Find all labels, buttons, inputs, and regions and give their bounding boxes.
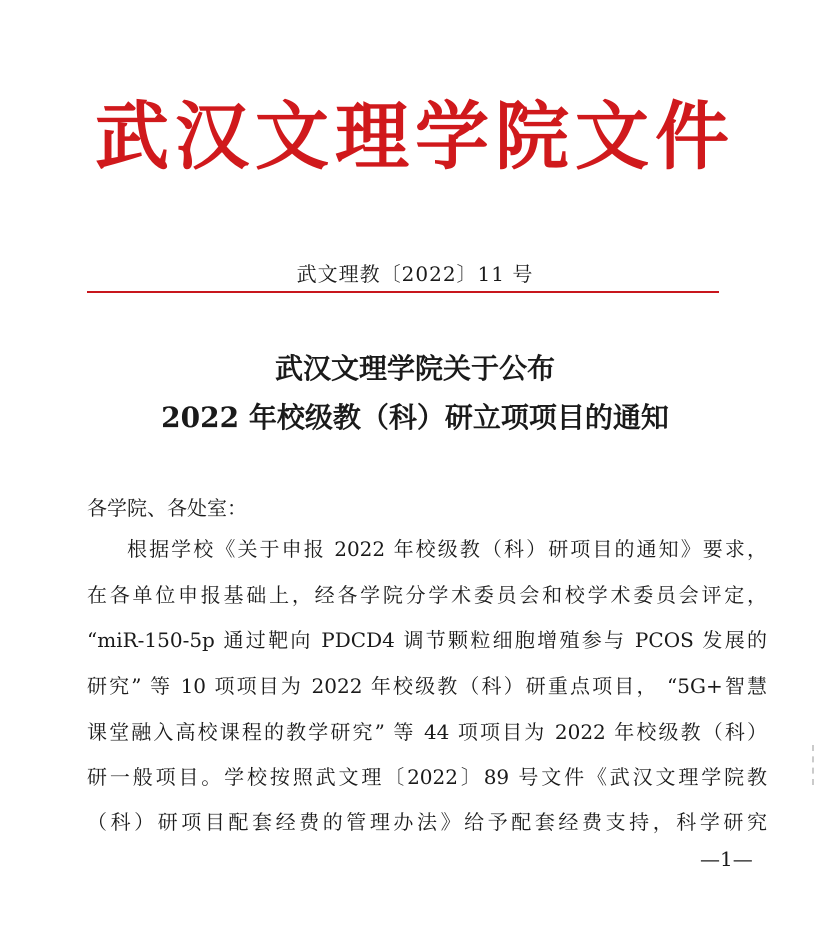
body-line: （科）研项目配套经费的管理办法》给予配套经费支持，科学研究 [87,810,767,834]
notice-title-line-1: 武汉文理学院关于公布 [274,352,555,385]
scan-edge-mark [812,745,820,785]
document-number: 武文理教〔2022〕11 号 [296,262,534,286]
body-line: 在各单位申报基础上，经各学院分学术委员会和校学术委员会评定， [87,583,767,607]
salutation: 各学院、各处室： [87,496,247,520]
page-number: —1— [700,847,753,871]
red-divider-line [87,291,719,293]
body-line: 根据学校《关于申报 2022 年校级教（科）研项目的通知》要求， [127,537,767,561]
body-line: 研究” 等 10 项项目为 2022 年校级教（科）研重点项目， “5G+智慧 [87,674,767,698]
body-line: 研一般项目。学校按照武文理〔2022〕89 号文件《武汉文理学院教 [87,765,767,789]
body-line: “miR-150-5p 通过靶向 PDCD4 调节颗粒细胞增殖参与 PCOS 发展的 [87,628,767,652]
masthead-title: 武汉文理学院文件 [95,94,735,180]
notice-title-line-2: 2022 年校级教（科）研立项项目的通知 [161,401,669,434]
body-line: 课堂融入高校课程的教学研究” 等 44 项项目为 2022 年校级教（科） [87,720,767,744]
